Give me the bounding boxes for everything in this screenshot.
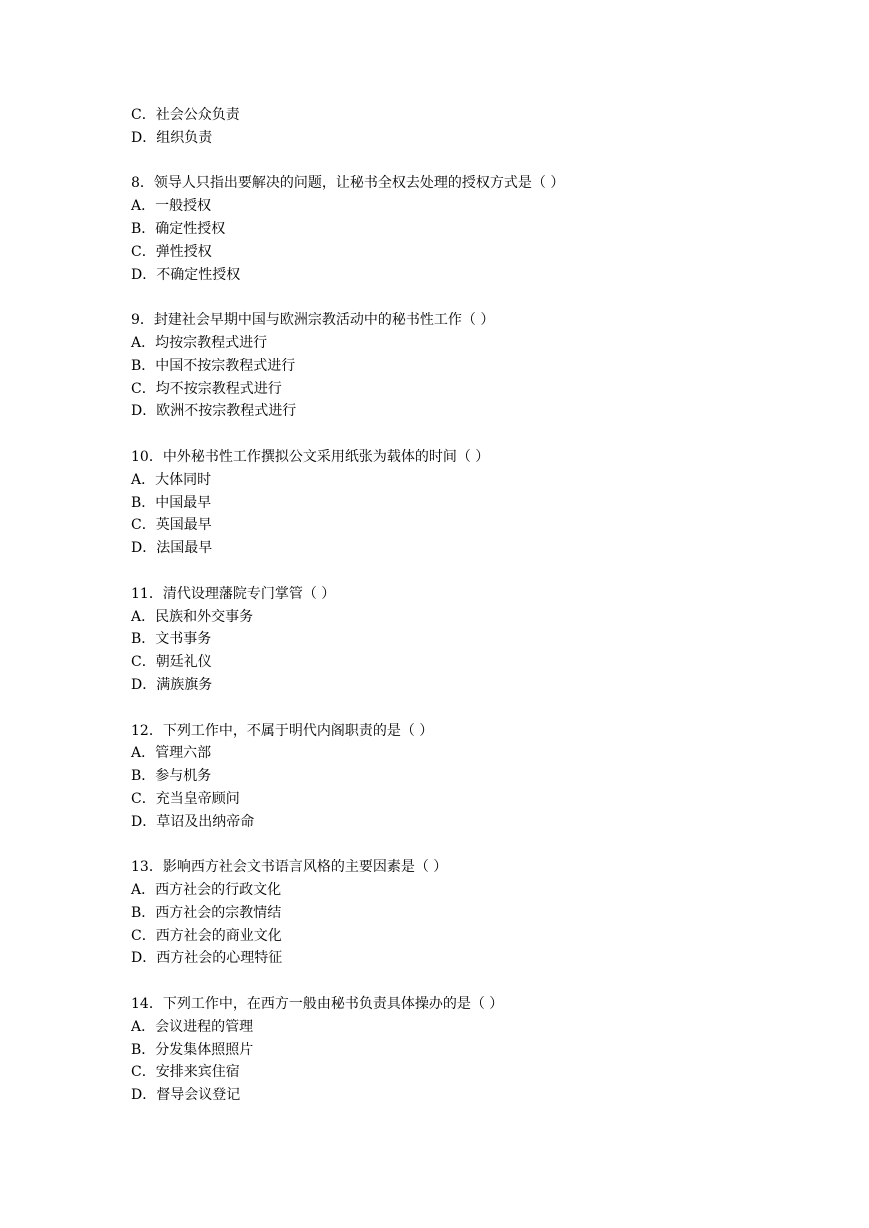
question-list [131, 104, 791, 1107]
spacer [131, 697, 791, 720]
option-d: D．组织负责 [131, 129, 213, 146]
question-10 [131, 446, 791, 560]
option-c: C．充当皇帝顾问 [131, 790, 240, 807]
spacer [131, 970, 791, 993]
option-d: D．欧洲不按宗教程式进行 [131, 403, 297, 420]
question-11 [131, 583, 791, 697]
option-c: C．均不按宗教程式进行 [131, 380, 282, 397]
option-d: D．西方社会的心理特征 [131, 950, 283, 967]
question-14 [131, 993, 791, 1107]
option-c: C．安排来宾住宿 [131, 1064, 240, 1081]
question-8 [131, 172, 791, 286]
question-12 [131, 720, 791, 834]
question-stem: 9．封建社会早期中国与欧洲宗教活动中的秘书性工作（ ） [131, 312, 495, 329]
option-a: A．管理六部 [131, 745, 212, 762]
option-b: B．文书事务 [131, 631, 212, 648]
option-c: C．社会公众负责 [131, 107, 240, 123]
option-b: B．中国最早 [131, 494, 212, 511]
spacer [131, 560, 791, 583]
question-13 [131, 856, 791, 970]
option-c: C．朝廷礼仪 [131, 654, 212, 671]
spacer [131, 423, 791, 446]
question-stem: 11．清代设理藩院专门掌管（ ） [131, 585, 336, 602]
option-c: C．英国最早 [131, 517, 212, 534]
option-d: D．满族旗务 [131, 676, 213, 693]
spacer [131, 286, 791, 309]
option-c: C．西方社会的商业文化 [131, 927, 282, 944]
option-a: A．会议进程的管理 [131, 1018, 254, 1035]
spacer [131, 150, 791, 173]
option-a: A．西方社会的行政文化 [131, 882, 282, 899]
option-d: D．法国最早 [131, 540, 213, 557]
question-stem: 10．中外秘书性工作撰拟公文采用纸张为载体的时间（ ） [131, 448, 490, 465]
option-a: A．一般授权 [131, 198, 212, 215]
question-stem: 8．领导人只指出要解决的问题，让秘书全权去处理的授权方式是（ ） [131, 175, 565, 192]
option-a: A．大体同时 [131, 471, 212, 488]
option-d: D．不确定性授权 [131, 266, 241, 283]
option-b: B．确定性授权 [131, 220, 226, 237]
question-9 [131, 309, 791, 423]
option-b: B．中国不按宗教程式进行 [131, 357, 296, 374]
option-b: B．参与机务 [131, 768, 212, 785]
option-d: D．草诏及出纳帝命 [131, 813, 255, 830]
question-stem: 12．下列工作中，不属于明代内阁职责的是（ ） [131, 722, 434, 739]
option-d: D．督导会议登记 [131, 1087, 241, 1104]
option-b: B．分发集体照照片 [131, 1041, 254, 1058]
option-c: C．弹性授权 [131, 243, 212, 260]
option-a: A．均按宗教程式进行 [131, 334, 268, 351]
question-stem: 13．影响西方社会文书语言风格的主要因素是（ ） [131, 859, 448, 876]
option-a: A．民族和外交事务 [131, 608, 254, 625]
question-stem: 14．下列工作中，在西方一般由秘书负责具体操办的是（ ） [131, 996, 504, 1013]
option-b: B．西方社会的宗教情结 [131, 904, 282, 921]
spacer [131, 834, 791, 857]
